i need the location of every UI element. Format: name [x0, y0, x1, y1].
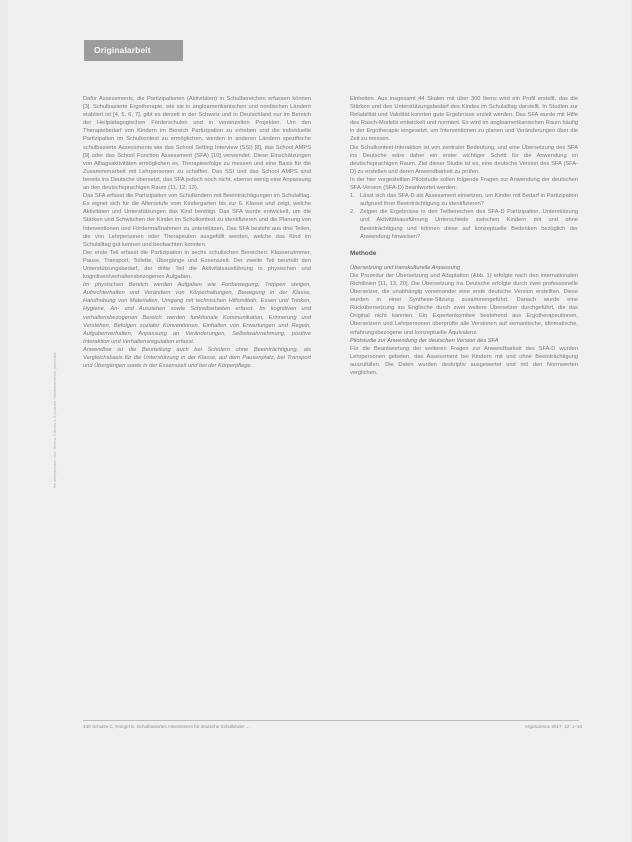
- left-paragraph-5: Anwendbar ist die Beurteilung auch bei Schülern ohne Beeinträchtigung, als Vergleichsbasis für die Unterstützung in der Klasse, auf dem Pausenplatz, bei Transport und Übergängen sowie in der Essenszeit und bei der Körperpflege.: [83, 346, 311, 370]
- left-text-column: [83, 95, 311, 370]
- method-paragraph-1: Die Prozedur der Übersetzung und Adaptation (Abb. 1) erfolgte nach den internationalen Richtlinien [11, 13, 20]. Die Übersetzung ins Deutsche erfolgte durch zwei professionelle Übersetzer, die unabhängig voneinander eine erste deutsche Version erstellten. Diese wurden in einer Synthese-Sitzung zusammengeführt. Danach wurde eine Rückübersetzung ins Englische durch zwei weitere Übersetzer durchgeführt, die das Original nicht kannten. Ein Expertenkomitee bestehend aus Ergotherapeutinnen, Übersetzern und Lehrpersonen überprüfte alle Versionen auf semantische, idiomatische, erfahrungsbezogene und konzeptuelle Äquivalenz.: [350, 272, 578, 336]
- right-paragraph-2: Die Schulkontext-Interaktion ist von zentraler Bedeutung, und eine Übersetzung des SFA ins Deutsche wäre daher ein erster wichtiger Schritt für die Anwendung im deutschsprachigen Raum. Ziel dieser Studie ist es, eine deutsche Version des SFA (SFA-D) zu erstellen und deren Anwendbarkeit zu prüfen.: [350, 144, 578, 175]
- footer-citation: 440 Schulze C, Kriegel B. Schulbasiertes Assessment für deutsche Schulkinder ...: [83, 724, 250, 729]
- left-paragraph-2: Das SFA erfasst die Partizipation von Schulkindern mit Beeinträchtigungen im Schulalltag. Es eignet sich für die Altersstufe vom Kindergarten bis zur 6. Klasse und zeigt, welche Aktivitäten und Unterstützungen das Kind benötigt. Das SFA wurde entwickelt, um die Stärken und Schwächen der Kinder im Schulkontext zu identifizieren und die Planung von Interventionen und Fördermaßnahmen zu unterstützen. Das SFA besteht aus drei Teilen, die von Lehrpersonen oder Therapeuten ausgefüllt werden, welche das Kind im Schulalltag gut kennen und beobachten konnten.: [83, 193, 311, 248]
- left-paragraph-1: Dafür Assessments, die Partizipationen (Aktivitäten) in Schulbereichen erfassen können [3]. Schulbasierte Ergotherapie, wie sie in angloamerikanischen und nordischen Ländern etabliert ist [4, 5, 6, 7], gibt es derzeit in der Schweiz und in Deutschland nur im Bereich der Heilpädagogischen Förderschulen und in vereinzelten Projekten. Um den Therapiebedarf von Kindern im Bereich Partizipation zu erheben und die individuelle Partizipation im Schulkontext zu ermöglichen, werden in anderen Ländern spezifische schulbasierte Assessments wie das School Setting Interview (SSI) [8], das School AMPS [9] oder das School Function Assessment (SFA) [10] verwendet. Diese Einschätzungen von Alltagsaktivitäten ermöglichen es, Therapieerfolge zu messen und eine Basis für die Zusammenarbeit mit Lehrpersonen zu schaffen. Das SSI und das School AMPS sind bereits ins Deutsche übersetzt, das SFA jedoch noch nicht, ebenso wenig eine Anpassung an den deutschsprachigen Raum (11, 12, 13).: [83, 96, 311, 192]
- subheading-pilot-study: Pilotstudie zur Anwendung der deutschen Version des SFA: [350, 337, 499, 344]
- right-text-column: [350, 95, 578, 377]
- side-copyright-note: Heruntergeladen von: Thieme E-Books & E-Journals. Urheberrechtlich geschützt.: [53, 351, 57, 489]
- method-paragraph-2: Für die Beantwortung der weiteren Fragen zur Anwendbarkeit des SFA-D wurden Lehrpersonen gebeten, das Assessment bei Kindern mit und ohne Beeinträchtigung auszufüllen. Die Daten wurden deskriptiv ausgewertet und mit den Normwerten verglichen.: [350, 345, 578, 376]
- research-question-2: [350, 208, 578, 240]
- right-paragraph-3: In der hier vorgestellten Pilotstudie sollen folgende Fragen zur Anwendung der deutschen SFA-Version (SFA-D) beantwortet werden:: [350, 176, 578, 192]
- left-paragraph-4: Im physischen Bereich werden Aufgaben wie Fortbewegung, Treppen steigen, Aufrechterhalten und Verändern von Körperhaltungen, Bewegung in der Klasse, Handhabung von Materialien, Umgang mit technischen Hilfsmitteln, Essen und Trinken, Hygiene, An- und Ausziehen sowie Schreibarbeiten erfasst. Im kognitiven und verhaltensbezogenen Bereich werden funktionale Kommunikation, Erinnerung und Verstehen, Befolgen sozialer Konventionen, Einhalten von Erwartungen und Regeln, Aufgabenverhalten, Anpassung an Veränderungen, Selbstwahrnehmung, positive Interaktion und Verhaltensregulation erfasst.: [83, 282, 311, 345]
- right-paragraph-1: Einheiten. Aus insgesamt 44 Skalen mit über 300 Items wird ein Profil erstellt, das die Stärken und den Unterstützungsbedarf des Kindes im Schulalltag darstellt. In Studien zur Reliabilität und Validität konnten gute Ergebnisse erzielt werden. Das SFA wurde mit Hilfe des Rasch-Modells entwickelt und normiert. Es wird im angloamerikanischen Raum häufig in der Ergotherapie eingesetzt, um Interventionen zu planen und Veränderungen über die Zeit zu messen.: [350, 96, 578, 143]
- left-paragraph-3: Der erste Teil erfasst die Partizipation in sechs schulischen Bereichen: Klassenzimmer, Pause, Transport, Toilette, Übergänge und Essenszeit. Der zweite Teil beurteilt den Unterstützungsbedarf, der dritte Teil die Aktivitätsausführung in physischen und kognitiven/verhaltensbezogenen Aufgaben.: [83, 249, 311, 281]
- list-number: 1.: [350, 193, 355, 200]
- footer-divider: [83, 720, 579, 721]
- list-text: Zeigen die Ergebnisse in den Teilbereichen des SFA-D Partizipation, Unterstützung und Aktivitätsausführung Unterschiede zwischen Kindern mit und ohne Beeinträchtigung und können diese auf konzeptuelle Bedenken bezüglich der Anwendung hinweisen?: [360, 209, 578, 240]
- subheading-translation: Übersetzung und transkulturelle Anpassung: [350, 264, 461, 271]
- footer-journal: ergoscience 2017; 12: 1–10: [525, 724, 582, 729]
- section-heading-method: Methode: [350, 249, 377, 257]
- list-text: Lässt sich das SFA-D als Assessment einsetzen, um Kinder mit Bedarf in Partizipation aufgrund ihrer Beeinträchtigung zu identifizieren?: [360, 193, 578, 208]
- section-label: Originalarbeit: [84, 40, 183, 61]
- research-question-1: [350, 192, 578, 208]
- list-number: 2.: [350, 209, 355, 216]
